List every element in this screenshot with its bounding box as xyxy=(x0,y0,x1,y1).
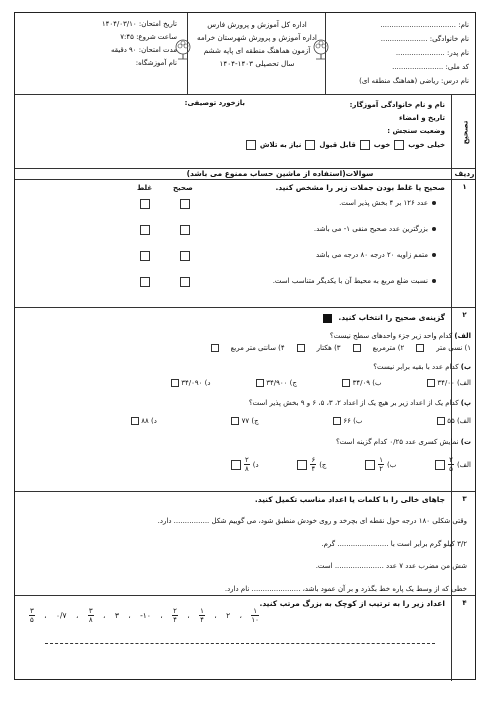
q2-d-checkbox[interactable] xyxy=(365,460,375,470)
status-label: وضعیت سنجش : xyxy=(387,127,445,135)
questions-label: سوالات(استفاده از ماشین حساب ممنوع می باشد) xyxy=(186,169,374,178)
fraction-denominator: ۱۰ xyxy=(251,616,259,624)
q2-c-option[interactable]: ب) ۶۶ xyxy=(343,417,363,425)
fraction-numerator: ۳ xyxy=(88,607,93,615)
bullet-icon xyxy=(432,227,436,231)
q2-a-checkbox[interactable] xyxy=(353,344,361,352)
fraction-numerator: ۱ xyxy=(253,607,257,615)
feedback-label: بازخورد توصیفی: xyxy=(184,99,245,107)
q2-title: گزینه‌ی صحیح را انتخاب کنید. xyxy=(338,313,445,322)
q2-d-checkbox[interactable] xyxy=(435,460,445,470)
bullet-icon xyxy=(432,253,436,257)
q4-number-item xyxy=(29,607,35,624)
bullet-icon xyxy=(432,279,436,283)
q2-c-text: کدام یک از اعداد زیر بر هیچ یک از اعداد ۲، ۳، ۵، ۶ و ۹ بخش پذیر است؟ xyxy=(248,399,459,407)
option-needs-effort-checkbox[interactable] xyxy=(246,140,256,150)
q3-blank-line[interactable]: ۳/۲ کیلو گرم برابر است با ....................... گرم. xyxy=(321,539,467,548)
exam-date: تاریخ امتحان: ۱۴۰۴/۰۳/۱۰ xyxy=(101,20,177,28)
grading-options xyxy=(245,140,445,150)
exam-sheet xyxy=(14,12,476,680)
q2-a-checkbox[interactable] xyxy=(211,344,219,352)
q2-d-checkbox[interactable] xyxy=(231,460,241,470)
q2-b-label: ب) xyxy=(460,363,471,371)
q2-a-options xyxy=(71,344,471,352)
q2-b-option[interactable]: ج) ۳۴/۹۰۰ xyxy=(266,379,297,387)
q2-b-checkbox[interactable] xyxy=(256,379,264,387)
q1-title: صحیح یا غلط بودن جملات زیر را مشخص کنید. xyxy=(275,183,445,192)
option-very-good-label: خیلی خوب xyxy=(408,141,445,149)
fraction-numerator: ۶ xyxy=(311,456,316,464)
q2-a xyxy=(91,332,471,340)
fraction-denominator: ۵ xyxy=(30,616,34,624)
q2-b-checkbox[interactable] xyxy=(171,379,179,387)
q2-b-options xyxy=(171,379,471,387)
q2-title-row xyxy=(245,313,445,323)
q2-c xyxy=(71,399,471,407)
q2-b-text: کدام عدد با بقیه برابر نیست؟ xyxy=(373,363,459,371)
option-acceptable-checkbox[interactable] xyxy=(305,140,315,150)
q4-number-item: ۳ xyxy=(114,611,119,620)
q4-number-item xyxy=(251,607,259,624)
q1-item-text: عدد ۱۲۶ بر ۴ بخش پذیر است. xyxy=(339,199,428,207)
q2-c-checkbox[interactable] xyxy=(333,417,341,425)
authority-line-2: اداره آموزش و پرورش شهرستان خرامه xyxy=(197,33,317,42)
q4-title: اعداد زیر را به ترتیب از کوچک به بزرگ مرتب کنید. xyxy=(259,599,445,608)
table-header-divider xyxy=(15,179,475,180)
q2-c-label: پ) xyxy=(460,399,471,407)
q1-item-text: نسبت ضلع مربع به محیط آن با یکدیگر متناسب است. xyxy=(272,277,428,285)
q1-false-checkbox[interactable] xyxy=(140,277,150,287)
q1-item xyxy=(130,275,452,295)
q1-false-checkbox[interactable] xyxy=(140,199,150,209)
q2-d-option[interactable]: الف) xyxy=(456,460,471,469)
option-needs-effort-label: نیاز به تلاش xyxy=(259,141,302,149)
q4-number-item xyxy=(172,607,178,624)
father-name-field[interactable]: نام پدر: ...................... xyxy=(395,49,469,57)
q2-c-option[interactable]: ج) ۷۷ xyxy=(241,417,259,425)
fraction-denominator: ۴ xyxy=(200,616,204,624)
q1-false-header: غلط xyxy=(137,184,153,192)
q2-d-option[interactable]: ب) xyxy=(387,460,397,469)
q2-c-option[interactable]: د) ۸۸ xyxy=(141,417,157,425)
q2-c-options xyxy=(131,417,471,425)
q4-number: ۴ xyxy=(462,599,467,607)
fraction-numerator: ۱ xyxy=(379,456,384,464)
q2-c-option[interactable]: الف) ۵۵ xyxy=(447,417,471,425)
bullet-icon xyxy=(432,201,436,205)
q1-true-checkbox[interactable] xyxy=(180,277,190,287)
q2-b-option[interactable]: الف) ۳۴/۰۰ xyxy=(437,379,471,387)
q1-false-checkbox[interactable] xyxy=(140,225,150,235)
q2-a-checkbox[interactable] xyxy=(416,344,424,352)
q2-d-option[interactable]: د) xyxy=(252,460,259,469)
fraction-numerator: ۱ xyxy=(200,607,204,615)
q2-b-option[interactable]: ب) ۳۴/۰۹ xyxy=(352,379,382,387)
q2-a-option[interactable]: ۴) سانتی متر مربع xyxy=(230,344,285,352)
q4-number-item: -۱۰ xyxy=(140,611,151,620)
black-square-icon xyxy=(323,314,332,323)
header-divider xyxy=(15,94,475,95)
q3-lines xyxy=(47,510,467,600)
option-good-label: خوب xyxy=(373,141,391,149)
q4-number-item: ۲ xyxy=(226,611,231,620)
q2-a-text: کدام واحد زیر جزء واحدهای سطح نیست؟ xyxy=(329,332,453,340)
q2-d xyxy=(91,438,471,446)
fraction xyxy=(378,456,384,473)
q1-false-checkbox[interactable] xyxy=(140,251,150,261)
fraction-denominator: ۸ xyxy=(245,465,249,473)
q2-d-text: نمایش کسری عدد ۰/۲۵ کدام گزینه است؟ xyxy=(335,438,459,446)
grading-block xyxy=(265,99,445,138)
teacher-name-label: نام و نام خانوادگی آموزگار: xyxy=(349,101,445,109)
school-name-field[interactable]: نام آموزشگاه: xyxy=(135,59,177,67)
q2-a-option[interactable]: ۲) مترمربع xyxy=(372,344,405,352)
row-label: ردیف xyxy=(454,169,475,178)
fraction-numerator: ۳ xyxy=(30,607,34,615)
q2-a-checkbox[interactable] xyxy=(297,344,305,352)
q2-c-checkbox[interactable] xyxy=(437,417,445,425)
fraction-numerator: ۲ xyxy=(449,456,453,464)
fraction xyxy=(244,456,250,473)
fraction-denominator: ۴ xyxy=(173,616,177,624)
q2-a-option[interactable]: ۳) هکتار xyxy=(316,344,341,352)
national-code-field[interactable]: کد ملی: ....................... xyxy=(392,63,469,71)
fraction-denominator: ۴ xyxy=(311,465,316,473)
option-very-good-checkbox[interactable] xyxy=(394,140,404,150)
q2-c-checkbox[interactable] xyxy=(131,417,139,425)
q2-b-checkbox[interactable] xyxy=(427,379,435,387)
fraction-denominator: ۲ xyxy=(379,465,384,473)
q4-number-item xyxy=(199,607,205,624)
q2-number: ۲ xyxy=(462,311,467,319)
q1-item xyxy=(130,197,452,217)
q4-number-item xyxy=(88,607,94,624)
grading-side-text: تصحیح xyxy=(460,119,470,145)
fraction xyxy=(448,456,454,473)
exam-meta xyxy=(81,18,177,70)
subject-name: نام درس: ریاضی (هماهنگ منطقه ای) xyxy=(359,77,469,85)
q2-b-checkbox[interactable] xyxy=(342,379,350,387)
q1-true-checkbox[interactable] xyxy=(180,251,190,261)
student-family-field[interactable]: نام خانوادگی: ..................... xyxy=(380,35,469,43)
q2-c-checkbox[interactable] xyxy=(231,417,239,425)
fraction-numerator: ۲ xyxy=(245,456,249,464)
q3-number: ۳ xyxy=(462,495,467,503)
q3-title: جاهای خالی را با کلمات یا اعداد مناسب تکمیل کنید. xyxy=(254,495,445,504)
option-acceptable-label: قابل قبول xyxy=(319,141,356,149)
fraction-denominator: ۵ xyxy=(449,465,453,473)
q3-blank-line[interactable]: وقتی شکلی ۱۸۰ درجه حول نقطه ای بچرخد و روی خودش منطبق شود، می گوییم شکل ................ دارد. xyxy=(157,517,467,525)
authority-line-4: سال تحصیلی ۱۴۰۳-۱۴۰۴ xyxy=(219,59,295,68)
student-name-field[interactable]: نام: .................................. xyxy=(380,21,469,29)
q1-item xyxy=(130,249,452,269)
q2-a-option[interactable]: ۱) نسی متر xyxy=(436,344,471,352)
sign-label: تاریخ و امضاء xyxy=(398,114,445,122)
grading-side-label xyxy=(455,109,475,155)
fraction-denominator: ۸ xyxy=(88,616,93,624)
grading-side-divider xyxy=(451,94,452,168)
q2-d-label: ت) xyxy=(460,438,471,446)
q1-item-text: بزرگترین عدد صحیح منفی ۱- می باشد. xyxy=(313,225,428,233)
q3-blank-line[interactable]: شش من مضرب عدد ۷ عدد ...................... است. xyxy=(315,562,467,570)
q2-d-option[interactable]: ج) xyxy=(319,460,327,469)
q1-item-text: متمم زاویه ۲۰ درجه ۸۰ درجه می باشد xyxy=(316,251,428,259)
exam-duration: مدت امتحان: ۹۰ دقیقه xyxy=(110,46,177,54)
q1-number: ۱ xyxy=(462,183,467,191)
q4-number-item: ۰/۷ xyxy=(56,611,67,620)
q2-b xyxy=(91,363,471,371)
option-good-checkbox[interactable] xyxy=(360,140,370,150)
q4-top-border xyxy=(15,595,475,596)
q2-d-checkbox[interactable] xyxy=(297,460,307,470)
q2-top-border xyxy=(15,307,475,308)
q4-numbers: $\frac{۱}{۱۰}$ ، ۲ ، $\frac{۱}{۴}$ ، $\frac{۲}{۴}$ ، -۱۰ ، ۳ ، $\frac{۳}{۸}$ ، ۰/۷ ، $\frac{۳}{۵}$ xyxy=(30,607,259,624)
student-info xyxy=(319,18,469,88)
exam-start: ساعت شروع: ۷:۴۵ xyxy=(120,33,177,41)
q3-blank-line[interactable]: خطی که از وسط یک پاره خط بگذرد و بر آن عمود باشد، ...................... نام دارد. xyxy=(224,584,467,593)
emblem-icon xyxy=(311,39,331,61)
authority-line-1: اداره کل آموزش و پرورش فارس xyxy=(207,20,307,29)
q4-answer-line[interactable] xyxy=(45,643,435,644)
q1-true-checkbox[interactable] xyxy=(180,199,190,209)
q2-b-option[interactable]: د) ۳۴/۰۹۰ xyxy=(181,379,211,387)
q1-true-checkbox[interactable] xyxy=(180,225,190,235)
exam-authority xyxy=(197,18,317,70)
q3-top-border xyxy=(15,491,475,492)
fraction-numerator: ۲ xyxy=(173,607,177,615)
authority-line-3: آزمون هماهنگ منطقه ای پایه ششم xyxy=(203,46,311,55)
q2-d-options xyxy=(231,456,471,473)
fraction xyxy=(310,456,316,473)
q2-a-label: الف) xyxy=(454,332,471,340)
q1-item xyxy=(130,223,452,243)
q1-true-header: صحیح xyxy=(173,184,193,192)
